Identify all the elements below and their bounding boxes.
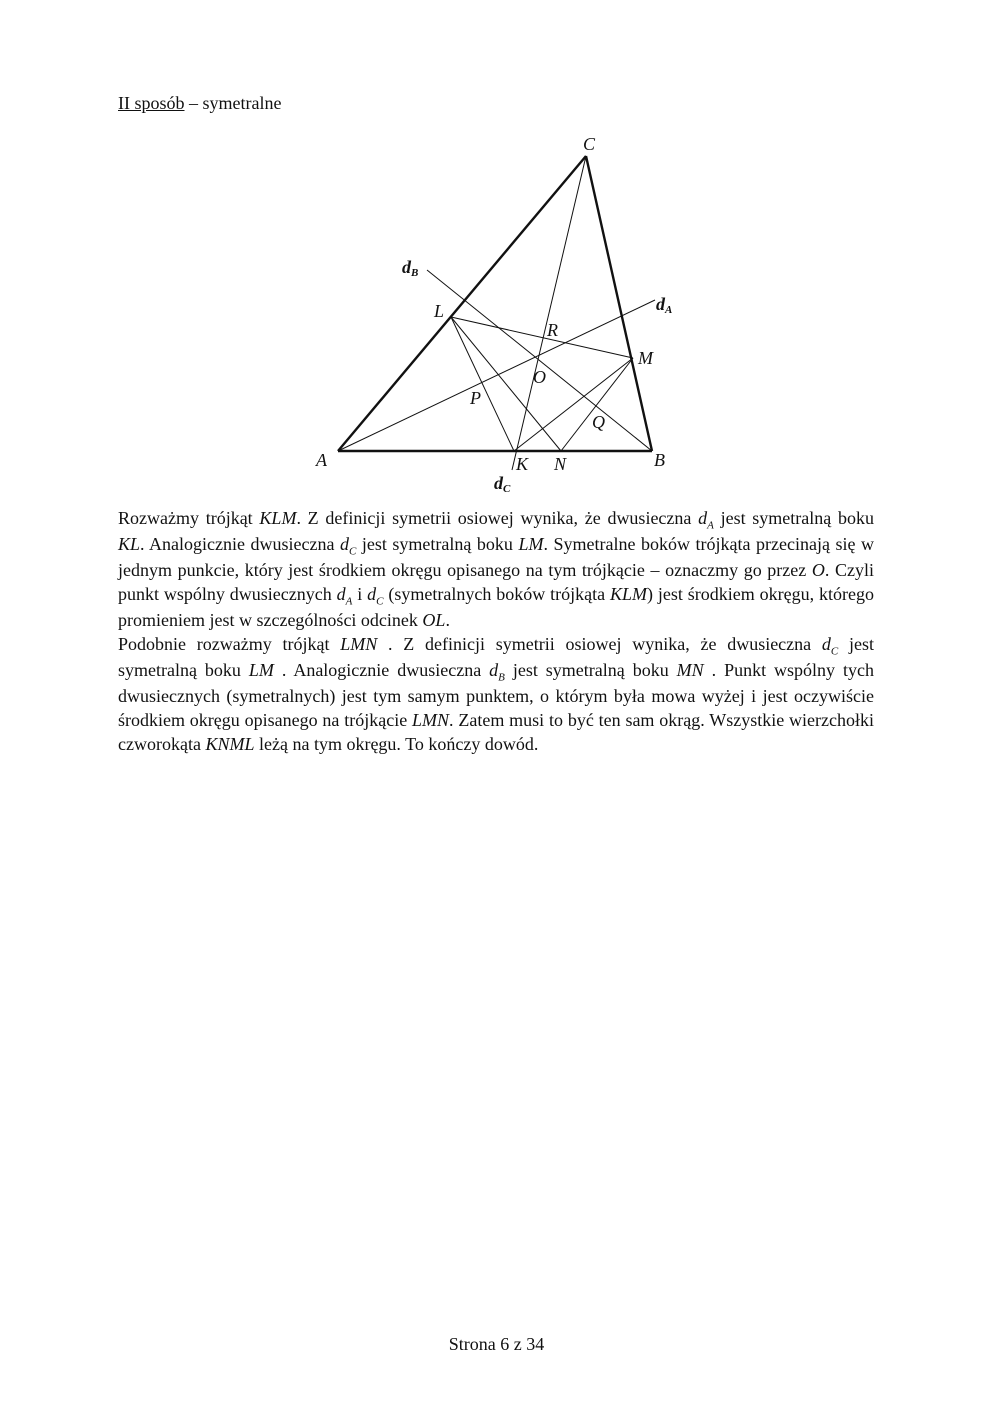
bisector-dc (512, 156, 586, 470)
label-k: K (516, 454, 529, 474)
label-n: N (554, 454, 567, 474)
label-c: C (583, 134, 596, 154)
paragraph-1: Rozważmy trójkąt KLM. Z definicji symetrii osiowej wynika, że dwusieczna $d_A$ jest symetralną boku KL. Analogicznie dwusieczna $d_C$ jest symetralną boku LM. Symetralne boków trójkąta przecinają się w jednym punkcie, który jest środkiem okręgu opisanego na tym trójkącie – oznaczmy go przez O. Czyli punkt wspólny dwusiecznych $d_A$ i $d_C$ (symetralnych boków trójkąta KLM) jest środkiem okręgu, którego promieniem jest w szczególności odcinek OL. (118, 508, 875, 631)
label-dc: dC (494, 473, 511, 495)
label-da: dA (656, 294, 673, 316)
label-r: R (547, 320, 558, 340)
segment-nm (561, 358, 633, 451)
label-m: M (638, 348, 653, 368)
segment-lk (451, 317, 514, 451)
label-db: dB (402, 257, 419, 279)
geometry-figure (0, 0, 993, 500)
side-bc (586, 156, 652, 451)
label-l: L (434, 301, 445, 321)
label-b: B (654, 450, 665, 470)
label-q: Q (592, 412, 605, 432)
proof-text (118, 507, 874, 756)
label-o: O (533, 367, 546, 387)
page-number: Strona 6 z 34 (448, 1334, 545, 1354)
method-label: II sposób (118, 93, 185, 113)
method-subtitle: – symetralne (184, 93, 282, 113)
bisector-da (338, 300, 655, 451)
segment-km (514, 358, 633, 451)
side-ac (338, 156, 586, 451)
label-a: A (316, 450, 327, 470)
label-p: P (470, 388, 481, 408)
paragraph-2: Podobnie rozważmy trójkąt LMN . Z definicji symetrii osiowej wynika, że dwusieczna $d_C$ jest symetralną boku LM . Analogicznie dwusieczna $d_B$ jest symetralną boku MN . Punkt wspólny tych dwusiecznych (symetralnych) jest tym samym punktem, o którym była mowa wyżej i jest oczywiście środkiem okręgu opisanego na trójkącie LMN. Zatem musi to być ten sam okrąg. Wszystkie wierzchołki czworokąta KNML leżą na tym okręgu. To kończy dowód. (118, 633, 874, 754)
